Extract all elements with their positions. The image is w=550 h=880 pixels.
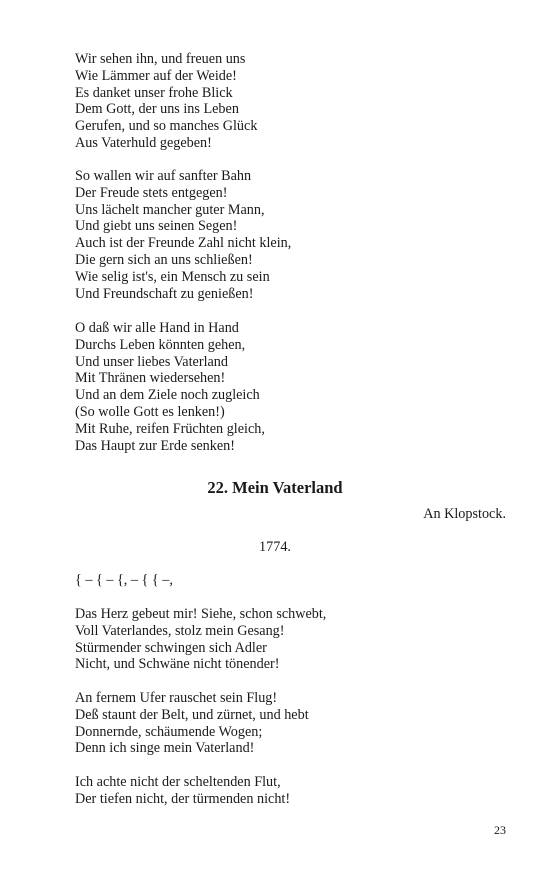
poem-line: Und an dem Ziele noch zugleich	[75, 387, 260, 404]
poem-line: Aus Vaterhuld gegeben!	[75, 134, 212, 151]
poem-line: Deß staunt der Belt, und zürnet, und hebt	[75, 706, 309, 723]
poem-stanza	[75, 51, 257, 152]
poem-line: Der Freude stets entgegen!	[75, 184, 228, 201]
poem-line: An fernem Ufer rauschet sein Flug!	[75, 690, 278, 706]
poem-line: Gerufen, und so manches Glück	[75, 118, 258, 135]
meter-notation: { – { – {, – { { –,	[75, 572, 173, 588]
poem-line: Und Freundschaft zu genießen!	[75, 285, 254, 302]
poem-line: Wie Lämmer auf der Weide!	[75, 67, 237, 84]
poem-line: Die gern sich an uns schließen!	[75, 251, 253, 268]
poem-stanza	[75, 320, 265, 454]
poem-stanza	[75, 690, 309, 757]
poem-line: Nicht, und Schwäne nicht tönender!	[75, 656, 280, 673]
poem-line: Durchs Leben könnten gehen,	[75, 336, 246, 353]
poem-dedication: An Klopstock.	[423, 506, 506, 522]
poem-title: 22. Mein Vaterland	[207, 478, 343, 497]
poem-line: Der tiefen nicht, der türmenden nicht!	[75, 790, 291, 807]
poem-line: Es danket unser frohe Blick	[75, 84, 233, 101]
poem-stanza	[75, 606, 326, 673]
poem-line: Denn ich singe mein Vaterland!	[75, 740, 255, 757]
poem-line: Und unser liebes Vaterland	[75, 353, 228, 370]
poem-stanza	[75, 168, 291, 302]
poem-line: Das Haupt zur Erde senken!	[75, 437, 235, 454]
poem-line: (So wolle Gott es lenken!)	[75, 403, 225, 420]
poem-line: Auch ist der Freunde Zahl nicht klein,	[75, 235, 292, 252]
poem-line: Voll Vaterlandes, stolz mein Gesang!	[75, 622, 285, 639]
poem-line: So wallen wir auf sanfter Bahn	[75, 168, 252, 184]
poem-line: Ich achte nicht der scheltenden Flut,	[75, 774, 281, 790]
poem-line: Mit Thränen wiedersehen!	[75, 370, 226, 387]
poem-line: Stürmender schwingen sich Adler	[75, 639, 267, 656]
poem-line: Wir sehen ihn, und freuen uns	[75, 51, 246, 67]
poem-line: Uns lächelt mancher guter Mann,	[75, 201, 265, 218]
poem-year: 1774.	[259, 539, 291, 555]
poem-line: Und giebt uns seinen Segen!	[75, 218, 238, 235]
poem-line: Wie selig ist's, ein Mensch zu sein	[75, 268, 270, 285]
poem-line: Dem Gott, der uns ins Leben	[75, 101, 239, 118]
poem-stanza	[75, 774, 290, 808]
poem-line: Mit Ruhe, reifen Früchten gleich,	[75, 420, 265, 437]
page-number: 23	[494, 823, 506, 837]
poem-line: O daß wir alle Hand in Hand	[75, 320, 239, 336]
poem-line: Das Herz gebeut mir! Siehe, schon schwebt,	[75, 606, 327, 622]
poem-line: Donnernde, schäumende Wogen;	[75, 723, 263, 740]
